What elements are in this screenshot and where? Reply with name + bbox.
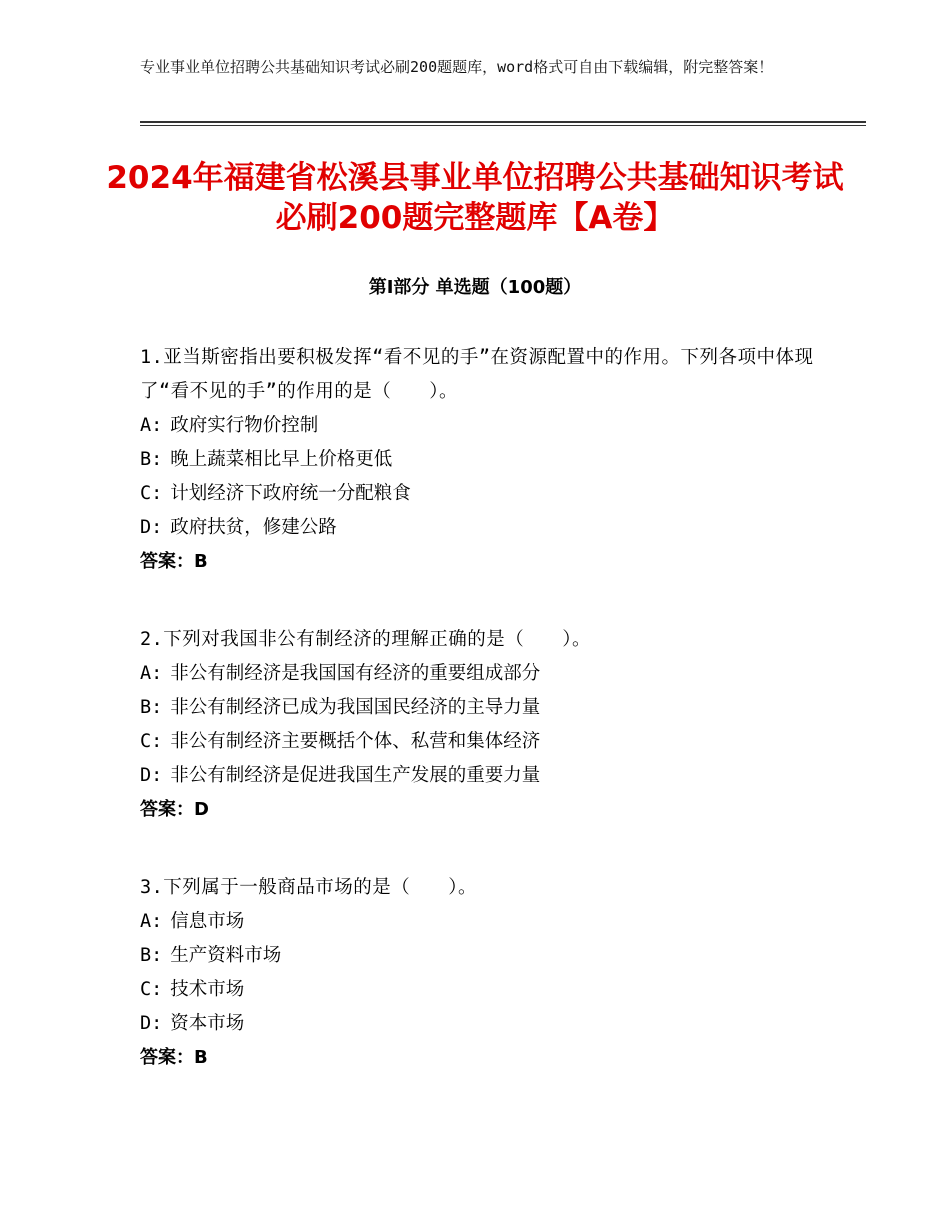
option-b: B: 非公有制经济已成为我国国民经济的主导力量 [140,697,541,718]
section-title: 第Ⅰ部分 单选题（100题） [368,277,582,298]
header-note: 专业事业单位招聘公共基础知识考试必刷200题题库，word格式可自由下载编辑，附完整答案！ [140,58,774,76]
option-d: D: 非公有制经济是促进我国生产发展的重要力量 [140,765,541,786]
question-3 [140,871,820,1075]
option-a: A: 信息市场 [140,911,245,932]
question-2 [140,623,820,827]
option-c: C: 非公有制经济主要概括个体、私营和集体经济 [140,731,541,752]
option-b: B: 生产资料市场 [140,945,282,966]
option-d: D: 政府扶贫，修建公路 [140,517,337,538]
question-1 [140,341,820,579]
question-list [140,341,820,1119]
document-title: 2024年福建省松溪县事业单位招聘公共基础知识考试必刷200题完整题库【A卷】 [106,160,844,236]
option-a: A: 政府实行物价控制 [140,415,319,436]
option-c: C: 技术市场 [140,979,245,1000]
option-a: A: 非公有制经济是我国国有经济的重要组成部分 [140,663,541,684]
answer: 答案：B [140,551,208,572]
answer: 答案：D [140,799,209,820]
answer: 答案：B [140,1047,208,1068]
header-rule-thick [140,121,866,123]
question-stem: 1.亚当斯密指出要积极发挥“看不见的手”在资源配置中的作用。下列各项中体现了“看不见的手”的作用的是（ ）。 [140,347,814,402]
question-stem: 2.下列对我国非公有制经济的理解正确的是（ ）。 [140,629,592,650]
question-stem: 3.下列属于一般商品市场的是（ ）。 [140,877,478,898]
option-d: D: 资本市场 [140,1013,245,1034]
option-b: B: 晚上蔬菜相比早上价格更低 [140,449,393,470]
header-rule-thin [140,125,866,126]
option-c: C: 计划经济下政府统一分配粮食 [140,483,411,504]
